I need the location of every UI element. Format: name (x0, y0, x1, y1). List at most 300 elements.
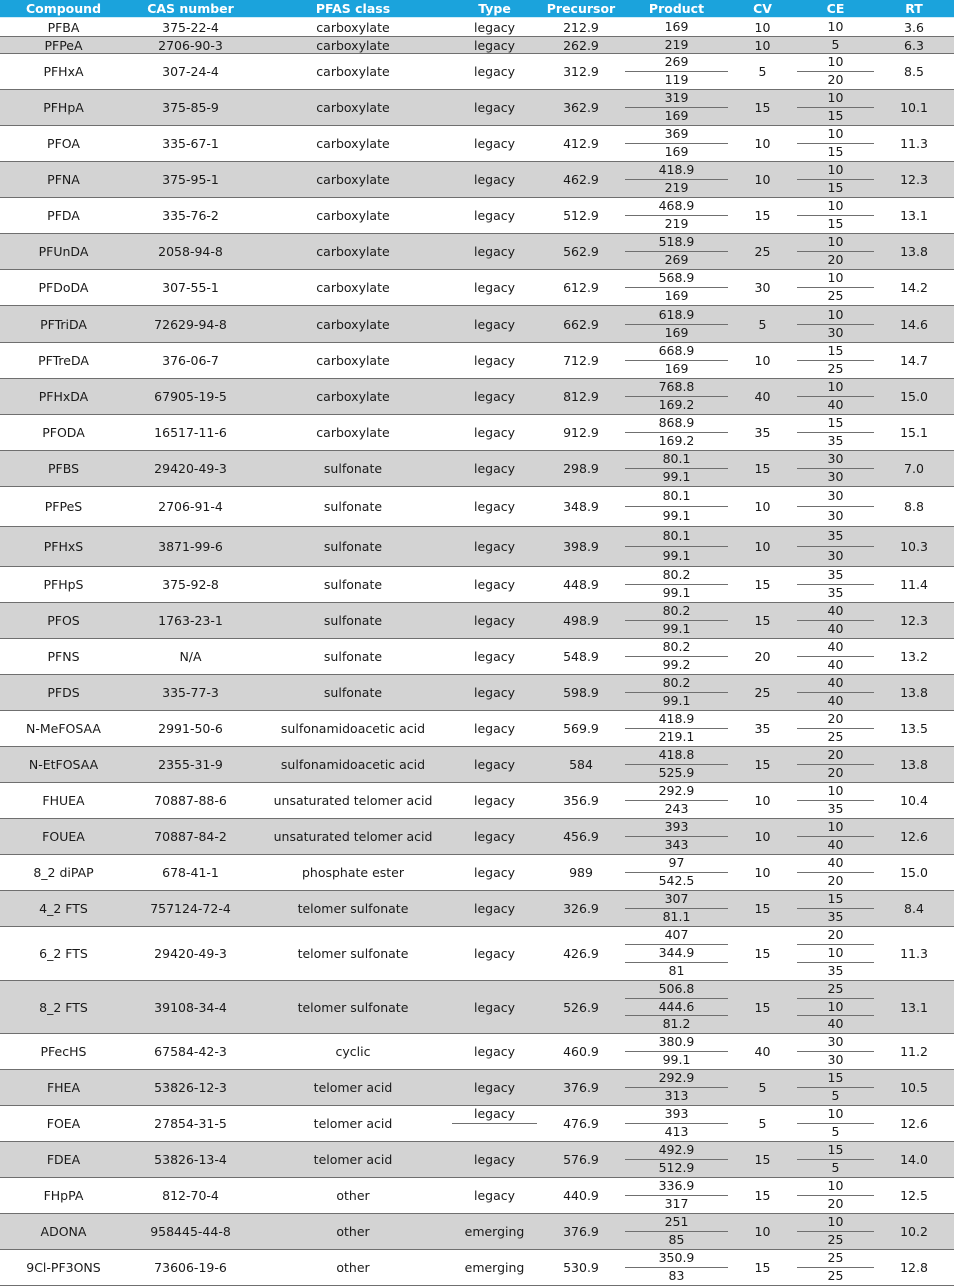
table-row (0, 567, 954, 603)
ce-value: 35 (827, 528, 844, 544)
product-ion: 99.1 (625, 584, 728, 602)
rt-cell: 10.2 (900, 1224, 928, 1239)
precursor-cell: 348.9 (563, 499, 599, 514)
header-ce: CE (826, 1, 845, 16)
pfas-class-cell: telomer acid (313, 1152, 393, 1167)
precursor-cell: 448.9 (563, 577, 599, 592)
ce-value: 40 (797, 692, 874, 710)
product-ion: 219.1 (625, 728, 728, 746)
type-cell: legacy (473, 316, 516, 332)
cv-cell: 15 (754, 1188, 771, 1203)
cas-number-cell: 375-92-8 (162, 577, 219, 592)
product-ion: 319 (664, 90, 689, 106)
type-cell: legacy (473, 1152, 516, 1167)
compound-cell: PFNA (47, 172, 80, 187)
product-ion: 169 (664, 18, 689, 34)
product-cell (625, 855, 728, 890)
product-cell (625, 234, 728, 269)
product-cell (625, 126, 728, 161)
cv-cell: 10 (754, 136, 771, 151)
precursor-cell: 512.9 (563, 208, 599, 223)
pfas-class-cell: other (336, 1224, 370, 1239)
type-cell: legacy (473, 353, 516, 368)
ce-value: 35 (797, 908, 874, 926)
header-compound: Compound (25, 1, 102, 16)
ce-cell (797, 1178, 874, 1213)
rt-cell: 13.2 (900, 649, 928, 664)
product-ion: 317 (625, 1195, 728, 1213)
pfas-class-cell: cyclic (335, 1044, 371, 1059)
table-row (0, 639, 954, 675)
product-cell (625, 1106, 728, 1141)
cas-number-cell: 2355-31-9 (158, 757, 223, 772)
type-cell: legacy (473, 999, 516, 1015)
compound-cell: PFHxS (43, 539, 84, 554)
precursor-cell: 312.9 (563, 64, 599, 79)
type-cell: legacy (473, 136, 516, 151)
product-ion: 518.9 (658, 234, 695, 250)
ce-value: 25 (797, 287, 874, 305)
product-cell (625, 487, 728, 526)
precursor-cell: 412.9 (563, 136, 599, 151)
precursor-cell: 612.9 (563, 280, 599, 295)
pfas-class-cell: other (336, 1260, 370, 1275)
rt-cell: 14.7 (900, 353, 928, 368)
ce-cell (797, 234, 874, 269)
table-row (0, 711, 954, 747)
ce-cell (797, 343, 874, 378)
cv-cell: 15 (754, 1152, 771, 1167)
cas-number-cell: 678-41-1 (162, 865, 219, 880)
cas-number-cell: 2706-90-3 (158, 37, 223, 53)
ce-value: 25 (797, 728, 874, 746)
ce-value: 40 (797, 396, 874, 414)
rt-cell: 8.8 (904, 499, 924, 514)
product-cell (625, 603, 728, 638)
compound-cell: PFBA (47, 19, 80, 35)
ce-value: 15 (797, 107, 874, 125)
product-ion: 169 (625, 360, 728, 378)
product-ion: 80.1 (662, 451, 691, 467)
ce-cell (797, 415, 874, 450)
product-ion: 99.1 (625, 620, 728, 638)
cas-number-cell: 307-24-4 (162, 64, 219, 79)
pfas-class-cell: carboxylate (316, 389, 390, 404)
ce-value: 25 (797, 1267, 874, 1285)
pfas-class-cell: telomer acid (313, 1116, 393, 1131)
ce-value: 30 (797, 1051, 874, 1069)
type-cell: emerging (464, 1224, 525, 1239)
ce-value: 10 (827, 90, 844, 106)
cv-cell: 35 (754, 425, 771, 440)
precursor-cell: 298.9 (563, 461, 599, 476)
cas-number-cell: 1763-23-1 (158, 613, 223, 628)
precursor-cell: 912.9 (563, 425, 599, 440)
ce-value: 10 (827, 162, 844, 178)
ce-value: 35 (797, 962, 874, 980)
rt-cell: 11.2 (900, 1044, 928, 1059)
compound-cell: PFOS (47, 613, 80, 628)
cas-number-cell: 70887-84-2 (154, 829, 227, 844)
cas-number-cell: 53826-12-3 (154, 1080, 227, 1095)
ce-value: 35 (797, 584, 874, 602)
ce-cell (797, 675, 874, 710)
precursor-cell: 212.9 (563, 19, 599, 35)
product-cell (625, 379, 728, 414)
cv-cell: 5 (758, 1080, 767, 1095)
pfas-class-cell: unsaturated telomer acid (273, 829, 433, 844)
compound-cell: FHpPA (43, 1188, 84, 1203)
product-ion: 393 (664, 1106, 689, 1122)
product-cell (625, 639, 728, 674)
ce-value: 10 (827, 1214, 844, 1230)
precursor-cell: 548.9 (563, 649, 599, 664)
type-cell: legacy (473, 649, 516, 664)
pfas-class-cell: carboxylate (316, 172, 390, 187)
rt-cell: 12.8 (900, 1260, 928, 1275)
cas-number-cell: 2991-50-6 (158, 721, 223, 736)
compound-cell: PFHpS (43, 577, 84, 592)
ce-cell (797, 981, 874, 1033)
pfas-class-cell: sulfonamidoacetic acid (280, 721, 426, 736)
rt-cell: 12.3 (900, 613, 928, 628)
precursor-cell: 462.9 (563, 172, 599, 187)
product-ion: 219 (625, 215, 728, 233)
ce-value: 30 (827, 488, 844, 504)
type-cell: legacy (473, 19, 516, 35)
cv-cell: 15 (754, 1260, 771, 1275)
ce-value: 40 (827, 603, 844, 619)
compound-cell: PFPeA (44, 37, 83, 53)
precursor-cell: 989 (569, 865, 593, 880)
rt-cell: 10.5 (900, 1080, 928, 1095)
product-cell (625, 415, 728, 450)
pfas-class-cell: carboxylate (316, 316, 390, 332)
ce-value: 15 (797, 215, 874, 233)
type-cell: legacy (473, 1044, 516, 1059)
product-ion: 506.8 (658, 981, 695, 997)
ce-value: 20 (827, 747, 844, 763)
precursor-cell: 376.9 (563, 1080, 599, 1095)
type-cell: legacy (473, 37, 516, 53)
product-ion: 413 (625, 1123, 728, 1141)
table-row (0, 1142, 954, 1178)
ce-value: 10 (827, 18, 844, 34)
cv-cell: 10 (754, 865, 771, 880)
rt-cell: 13.1 (900, 999, 928, 1015)
ce-value: 10 (797, 998, 874, 1016)
rt-cell: 15.0 (900, 389, 928, 404)
pfas-class-cell: unsaturated telomer acid (273, 793, 433, 808)
ce-cell (797, 855, 874, 890)
rt-cell: 12.6 (900, 1116, 928, 1131)
compound-cell: 9Cl-PF3ONS (26, 1260, 101, 1275)
table-row (0, 487, 954, 527)
ce-cell (797, 567, 874, 602)
compound-cell: PFTriDA (40, 316, 87, 332)
ce-value: 30 (797, 506, 874, 526)
cv-cell: 15 (754, 757, 771, 772)
product-cell (625, 1070, 728, 1105)
product-ion: 418.9 (658, 162, 695, 178)
product-cell (625, 783, 728, 818)
compound-cell: PFUnDA (38, 244, 89, 259)
table-row (0, 891, 954, 927)
product-ion: 81 (625, 962, 728, 980)
table-row (0, 126, 954, 162)
product-ion: 407 (664, 927, 689, 943)
header-type: Type (478, 1, 511, 16)
table-row (0, 527, 954, 567)
rt-cell: 11.3 (900, 136, 928, 151)
rt-cell: 12.5 (900, 1188, 928, 1203)
product-cell (625, 567, 728, 602)
product-ion: 169 (625, 287, 728, 305)
cas-number-cell: 812-70-4 (162, 1188, 219, 1203)
compound-cell: PFODA (42, 425, 85, 440)
cas-number-cell: 70887-88-6 (154, 793, 227, 808)
product-ion: 99.1 (625, 506, 728, 526)
product-cell (625, 343, 728, 378)
table-row (0, 819, 954, 855)
compound-cell: PFBS (47, 461, 80, 476)
rt-cell: 13.1 (900, 208, 928, 223)
table-row (0, 37, 954, 54)
type-cell: legacy (473, 280, 516, 295)
precursor-cell: 712.9 (563, 353, 599, 368)
product-ion: 393 (664, 819, 689, 835)
ce-value: 10 (827, 379, 844, 395)
ce-value: 10 (827, 54, 844, 70)
type-cell: legacy (473, 1080, 516, 1095)
ce-value: 20 (797, 251, 874, 269)
ce-value: 25 (827, 1250, 844, 1266)
cas-number-cell: 375-22-4 (162, 19, 219, 35)
ce-value: 10 (827, 270, 844, 286)
cv-cell: 25 (754, 685, 771, 700)
cv-cell: 15 (754, 208, 771, 223)
rt-cell: 13.5 (900, 721, 928, 736)
cas-number-cell: 2058-94-8 (158, 244, 223, 259)
ce-cell (797, 162, 874, 197)
type-cell: legacy (473, 829, 516, 844)
compound-cell: PFecHS (40, 1044, 87, 1059)
cas-number-cell: 3871-99-6 (158, 539, 223, 554)
cas-number-cell: 2706-91-4 (158, 499, 223, 514)
product-ion: 418.9 (658, 711, 695, 727)
compound-cell: N-MeFOSAA (26, 721, 101, 736)
product-ion: 418.8 (658, 747, 695, 763)
product-ion: 99.2 (625, 656, 728, 674)
ce-cell (797, 819, 874, 854)
cas-number-cell: 39108-34-4 (154, 999, 227, 1015)
compound-cell: FOEA (46, 1116, 81, 1131)
type-cell: legacy (473, 721, 516, 736)
product-ion: 80.2 (662, 603, 691, 619)
ce-cell (797, 379, 874, 414)
ce-value: 40 (797, 1015, 874, 1033)
cv-cell: 15 (754, 999, 771, 1015)
type-cell: legacy (473, 539, 516, 554)
type-value: legacy (473, 1106, 516, 1122)
ce-cell (797, 1106, 874, 1141)
ce-value: 30 (797, 468, 874, 486)
ce-value: 40 (827, 639, 844, 655)
table-row (0, 451, 954, 487)
pfas-class-cell: sulfonate (323, 577, 383, 592)
ce-cell (797, 270, 874, 305)
precursor-cell: 498.9 (563, 613, 599, 628)
cv-cell: 40 (754, 1044, 771, 1059)
product-ion: 169.2 (625, 432, 728, 450)
cas-number-cell: 335-77-3 (162, 685, 219, 700)
table-row (0, 90, 954, 126)
pfas-class-cell: carboxylate (316, 19, 390, 35)
compound-cell: PFOA (47, 136, 80, 151)
precursor-cell: 662.9 (563, 316, 599, 332)
type-cell: legacy (473, 64, 516, 79)
type-cell: legacy (473, 244, 516, 259)
precursor-cell: 362.9 (563, 100, 599, 115)
pfas-class-cell: carboxylate (316, 353, 390, 368)
type-cell: legacy (473, 865, 516, 880)
cas-number-cell: N/A (179, 649, 202, 664)
product-ion: 119 (625, 71, 728, 89)
rt-cell: 7.0 (904, 461, 924, 476)
product-ion: 80.1 (662, 528, 691, 544)
ce-value: 5 (797, 1123, 874, 1141)
product-ion: 269 (625, 251, 728, 269)
ce-cell (797, 783, 874, 818)
product-ion: 492.9 (658, 1142, 695, 1158)
ce-cell (797, 18, 874, 36)
header-cas-number: CAS number (147, 1, 234, 16)
compound-cell: FHUEA (42, 793, 85, 808)
product-cell (625, 1214, 728, 1249)
product-cell (625, 162, 728, 197)
type-cell: legacy (473, 757, 516, 772)
precursor-cell: 584 (569, 757, 593, 772)
pfas-class-cell: telomer sulfonate (297, 901, 409, 916)
cv-cell: 40 (754, 389, 771, 404)
product-ion: 219 (625, 179, 728, 197)
product-ion: 568.9 (658, 270, 695, 286)
product-cell (625, 451, 728, 486)
rt-cell: 11.3 (900, 946, 928, 961)
type-cell (452, 1106, 537, 1141)
product-ion: 85 (625, 1231, 728, 1249)
product-ion: 81.2 (625, 1015, 728, 1033)
precursor-cell: 326.9 (563, 901, 599, 916)
header-rt: RT (905, 1, 923, 16)
ce-value: 40 (827, 675, 844, 691)
rt-cell: 15.0 (900, 865, 928, 880)
cas-number-cell: 29420-49-3 (154, 946, 227, 961)
cas-number-cell: 72629-94-8 (154, 316, 227, 332)
ce-value: 10 (797, 944, 874, 962)
ce-cell (797, 126, 874, 161)
type-cell: legacy (473, 946, 516, 961)
type-cell: legacy (473, 577, 516, 592)
rt-cell: 14.6 (900, 316, 928, 332)
cas-number-cell: 376-06-7 (162, 353, 219, 368)
ce-value: 10 (827, 819, 844, 835)
precursor-cell: 398.9 (563, 539, 599, 554)
rt-cell: 12.3 (900, 172, 928, 187)
pfas-class-cell: sulfonate (323, 613, 383, 628)
product-ion: 169 (625, 107, 728, 125)
product-ion: 81.1 (625, 908, 728, 926)
rt-cell: 6.3 (904, 37, 924, 53)
cv-cell: 15 (754, 613, 771, 628)
cas-number-cell: 335-76-2 (162, 208, 219, 223)
product-ion: 542.5 (625, 872, 728, 890)
cv-cell: 5 (758, 1116, 767, 1131)
cv-cell: 10 (754, 19, 771, 35)
table-row (0, 981, 954, 1034)
cv-cell: 10 (754, 1224, 771, 1239)
ce-value: 10 (827, 198, 844, 214)
ce-value: 5 (831, 36, 840, 52)
compound-cell: PFPeS (44, 499, 83, 514)
compound-cell: 8_2 FTS (39, 999, 88, 1015)
table-row (0, 927, 954, 981)
pfas-class-cell: sulfonate (323, 539, 383, 554)
ce-value: 15 (827, 343, 844, 359)
cv-cell: 25 (754, 244, 771, 259)
ce-value: 30 (827, 451, 844, 467)
table-row (0, 603, 954, 639)
pfas-class-cell: carboxylate (316, 425, 390, 440)
product-cell (625, 819, 728, 854)
table-row (0, 415, 954, 451)
product-ion: 444.6 (625, 998, 728, 1016)
ce-value: 15 (797, 143, 874, 161)
type-cell: legacy (473, 100, 516, 115)
cas-number-cell: 757124-72-4 (150, 901, 231, 916)
ce-value: 15 (827, 415, 844, 431)
product-ion: 169 (625, 324, 728, 343)
product-ion: 169 (625, 143, 728, 161)
product-ion: 380.9 (658, 1034, 695, 1050)
rt-cell: 14.2 (900, 280, 928, 295)
product-ion: 269 (664, 54, 689, 70)
ce-cell (797, 891, 874, 926)
table-row (0, 1070, 954, 1106)
product-ion: 251 (664, 1214, 689, 1230)
header-pfas-class: PFAS class (315, 1, 391, 16)
product-ion: 343 (625, 836, 728, 854)
compound-cell: PFTreDA (38, 353, 89, 368)
cv-cell: 5 (758, 316, 767, 332)
table-row (0, 306, 954, 343)
precursor-cell: 569.9 (563, 721, 599, 736)
cv-cell: 10 (754, 172, 771, 187)
ce-value: 20 (797, 872, 874, 890)
ce-value: 10 (827, 1106, 844, 1122)
ce-value: 40 (797, 656, 874, 674)
table-row (0, 162, 954, 198)
product-ion: 99.1 (625, 468, 728, 486)
precursor-cell: 530.9 (563, 1260, 599, 1275)
product-ion: 80.2 (662, 675, 691, 691)
cas-number-cell: 27854-31-5 (154, 1116, 227, 1131)
product-ion: 97 (668, 855, 685, 871)
ce-value: 40 (797, 620, 874, 638)
cv-cell: 15 (754, 901, 771, 916)
product-ion: 768.8 (658, 379, 695, 395)
ce-value: 40 (797, 836, 874, 854)
